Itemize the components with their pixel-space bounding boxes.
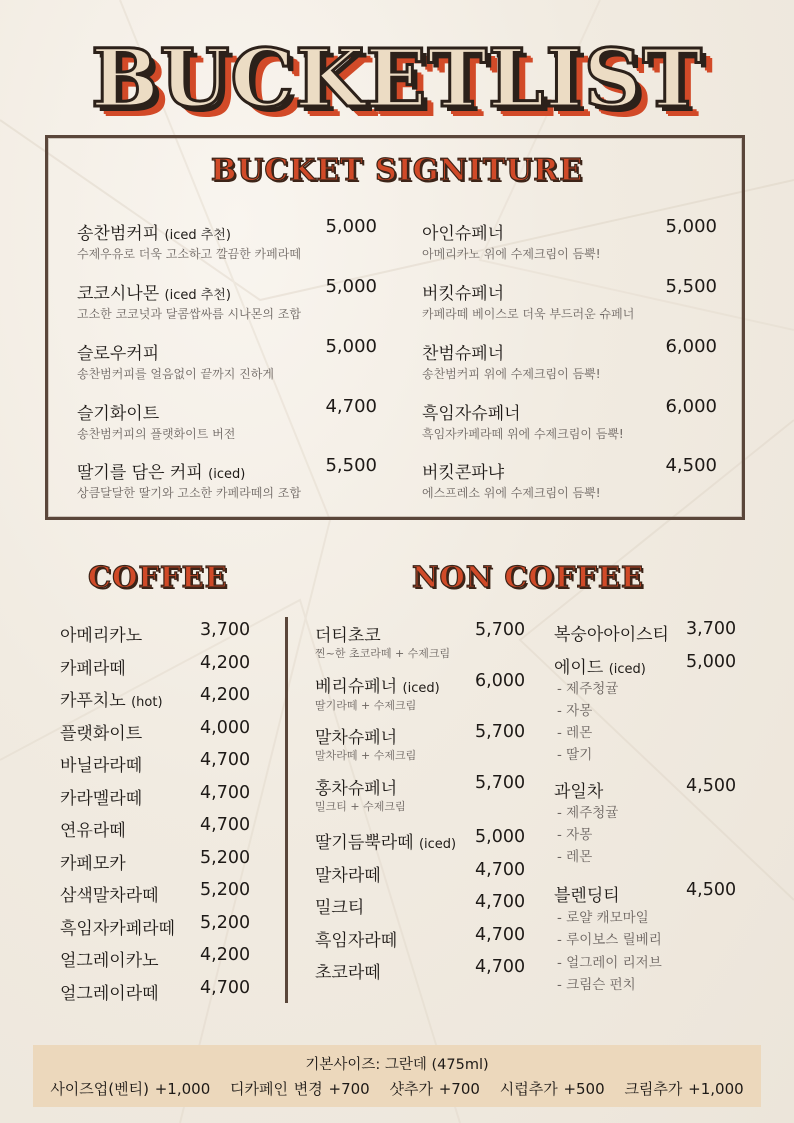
extra-option: 샷추가 +700 (389, 1080, 480, 1098)
option-item: - 딸기 (557, 747, 593, 763)
noncoffee-item-name: 과일차 (554, 782, 604, 802)
base-size: 기본사이즈: 그란데 (475ml) (305, 1057, 489, 1073)
coffee-item-name: 카라멜라떼 (60, 789, 143, 809)
noncoffee-item-name: 딸기듬뿍라떼 (315, 833, 414, 853)
item-price: 5,000 (665, 216, 717, 237)
noncoffee-item-name: 말차라떼 (315, 866, 381, 886)
noncoffee-item-name: 더티초코 (315, 626, 381, 646)
noncoffee-item-name: 베리슈페너 (315, 677, 398, 697)
noncoffee-item-name: 밀크티 (315, 898, 365, 918)
item-desc: 아메리카노 위에 수제크림이 듬뿍! (422, 247, 601, 261)
option-item: - 제주청귤 (557, 681, 619, 697)
extra-option: 크림추가 +1,000 (624, 1080, 744, 1098)
coffee-item-price: 4,000 (200, 718, 251, 738)
coffee-item-name: 바닐라라떼 (60, 756, 143, 776)
option-item: - 자몽 (557, 703, 593, 719)
noncoffee-item-name: 초코라떼 (315, 963, 381, 983)
noncoffee-item-price: 3,700 (686, 619, 737, 639)
noncoffee-item-price: 5,000 (686, 652, 737, 672)
noncoffee-item-sub: 밀크티 + 수제크림 (315, 800, 406, 813)
coffee-item-price: 5,200 (200, 880, 251, 900)
option-item: - 제주청귤 (557, 805, 619, 821)
extras-list (33, 1078, 761, 1099)
noncoffee-item-price: 5,000 (475, 827, 526, 847)
item-price: 5,500 (665, 276, 717, 297)
item-note: (iced 추천) (164, 228, 231, 243)
item-name: 찬범슈페너 (422, 344, 505, 364)
item-desc: 수제우유로 더욱 고소하고 깔끔한 카페라떼 (77, 247, 301, 261)
signature-title: BUCKET SIGNITURE (210, 153, 584, 188)
item-name: 슬로우커피 (77, 344, 160, 364)
coffee-item-price: 4,200 (200, 685, 251, 705)
extra-option: 사이즈업(벤티) +1,000 (50, 1080, 211, 1098)
option-item: - 얼그레이 리저브 (557, 955, 662, 971)
noncoffee-item (554, 653, 646, 678)
noncoffee-item-price: 5,700 (475, 620, 526, 640)
item-desc: 흑임자카페라떼 위에 수제크림이 듬뿍! (422, 427, 624, 441)
item-desc: 상큼달달한 딸기와 고소한 카페라떼의 조합 (77, 486, 301, 500)
coffee-item-name: 얼그레이라떼 (60, 984, 159, 1004)
noncoffee-item-name: 에이드 (554, 658, 604, 678)
item-desc: 카페라떼 베이스로 더욱 부드러운 슈페너 (422, 307, 635, 321)
item-name: 딸기를 담은 커피 (77, 463, 203, 483)
noncoffee-item-price: 6,000 (475, 671, 526, 691)
coffee-item-name: 흑임자카페라떼 (60, 919, 175, 939)
noncoffee-item-sub: 딸기라떼 + 수제크림 (315, 699, 417, 712)
noncoffee-item-price: 5,700 (475, 773, 526, 793)
column-divider (285, 617, 288, 1003)
coffee-item-price: 5,200 (200, 848, 251, 868)
item-price: 5,000 (325, 336, 377, 357)
extra-option: 시럽추가 +500 (499, 1080, 605, 1098)
coffee-item-name: 연유라떼 (60, 821, 126, 841)
noncoffee-item-name: 복숭아아이스티 (554, 625, 669, 645)
option-item: - 크림슨 펀치 (557, 977, 636, 993)
item-desc: 송찬범커피를 얼음없이 끝까지 진하게 (77, 367, 274, 381)
footer-info (33, 1045, 761, 1107)
noncoffee-item-name: 말차슈페너 (315, 728, 398, 748)
item-name: 송찬범커피 (77, 224, 160, 244)
coffee-item-price: 4,700 (200, 783, 251, 803)
item-price: 5,500 (325, 455, 377, 476)
coffee-section-title: COFFEE (88, 560, 228, 594)
coffee-item-price: 4,700 (200, 750, 251, 770)
noncoffee-item-name: 홍차슈페너 (315, 779, 398, 799)
item-desc: 에스프레소 위에 수제크림이 듬뿍! (422, 486, 601, 500)
option-item: - 자몽 (557, 827, 593, 843)
item-price: 6,000 (665, 336, 717, 357)
coffee-item-name: 아메리카노 (60, 626, 143, 646)
item-desc: 송찬범커피의 플랫화이트 버전 (77, 427, 236, 441)
noncoffee-item-price: 4,500 (686, 776, 737, 796)
option-item: - 루이보스 릴베리 (557, 932, 662, 948)
noncoffee-item-sub: 찐~한 초코라떼 + 수제크림 (315, 647, 451, 660)
noncoffee-item-price: 4,700 (475, 957, 526, 977)
item-price: 5,000 (325, 276, 377, 297)
item-price: 5,000 (325, 216, 377, 237)
item-price: 4,500 (665, 455, 717, 476)
item-name: 버킷슈페너 (422, 284, 505, 304)
item-name: 흑임자슈페너 (422, 404, 521, 424)
coffee-item-note: (hot) (131, 695, 163, 710)
coffee-item-price: 3,700 (200, 620, 251, 640)
noncoffee-item-sub: 말차라떼 + 수제크림 (315, 749, 417, 762)
noncoffee-item-price: 5,700 (475, 722, 526, 742)
noncoffee-item-note: (iced) (608, 662, 646, 677)
coffee-item-name: 카페모카 (60, 854, 126, 874)
noncoffee-item (315, 828, 456, 853)
option-item: - 레몬 (557, 849, 593, 865)
noncoffee-item-note: (iced) (402, 681, 440, 696)
noncoffee-item (315, 672, 440, 697)
item-desc: 송찬범커피 위에 수제크림이 듬뿍! (422, 367, 601, 381)
noncoffee-section-title: NON COFFEE (412, 560, 645, 594)
brand-title: BUCKETLIST (90, 31, 704, 125)
noncoffee-item-note: (iced) (418, 837, 457, 852)
item-note: (iced 추천) (164, 288, 231, 303)
extra-option: 디카페인 변경 +700 (230, 1080, 370, 1098)
noncoffee-item-price: 4,500 (686, 880, 737, 900)
noncoffee-item-name: 흑임자라떼 (315, 931, 398, 951)
coffee-item (60, 686, 163, 711)
item-name: 아인슈페너 (422, 224, 505, 244)
coffee-item-price: 4,700 (200, 815, 251, 835)
coffee-item-price: 4,700 (200, 978, 251, 998)
coffee-item-name: 얼그레이카노 (60, 951, 159, 971)
item-name: 슬기화이트 (77, 404, 160, 424)
coffee-item-price: 4,200 (200, 653, 251, 673)
coffee-item-name: 카푸치노 (60, 691, 126, 711)
coffee-item-price: 4,200 (200, 945, 251, 965)
coffee-item-price: 5,200 (200, 913, 251, 933)
item-price: 6,000 (665, 396, 717, 417)
item-note: (iced) (208, 467, 246, 482)
noncoffee-item-price: 4,700 (475, 860, 526, 880)
coffee-item-name: 삼색말차라떼 (60, 886, 159, 906)
noncoffee-item-price: 4,700 (475, 892, 526, 912)
option-item: - 로얄 캐모마일 (557, 910, 649, 926)
noncoffee-item-price: 4,700 (475, 925, 526, 945)
noncoffee-item-name: 블렌딩티 (554, 886, 620, 906)
item-name: 버킷콘파냐 (422, 463, 505, 483)
item-name: 코코시나몬 (77, 284, 160, 304)
coffee-item-name: 카페라떼 (60, 659, 126, 679)
item-desc: 고소한 코코넛과 달콤쌉싸름 시나몬의 조합 (77, 307, 301, 321)
coffee-item-name: 플랫화이트 (60, 724, 143, 744)
item-price: 4,700 (325, 396, 377, 417)
option-item: - 레몬 (557, 725, 593, 741)
